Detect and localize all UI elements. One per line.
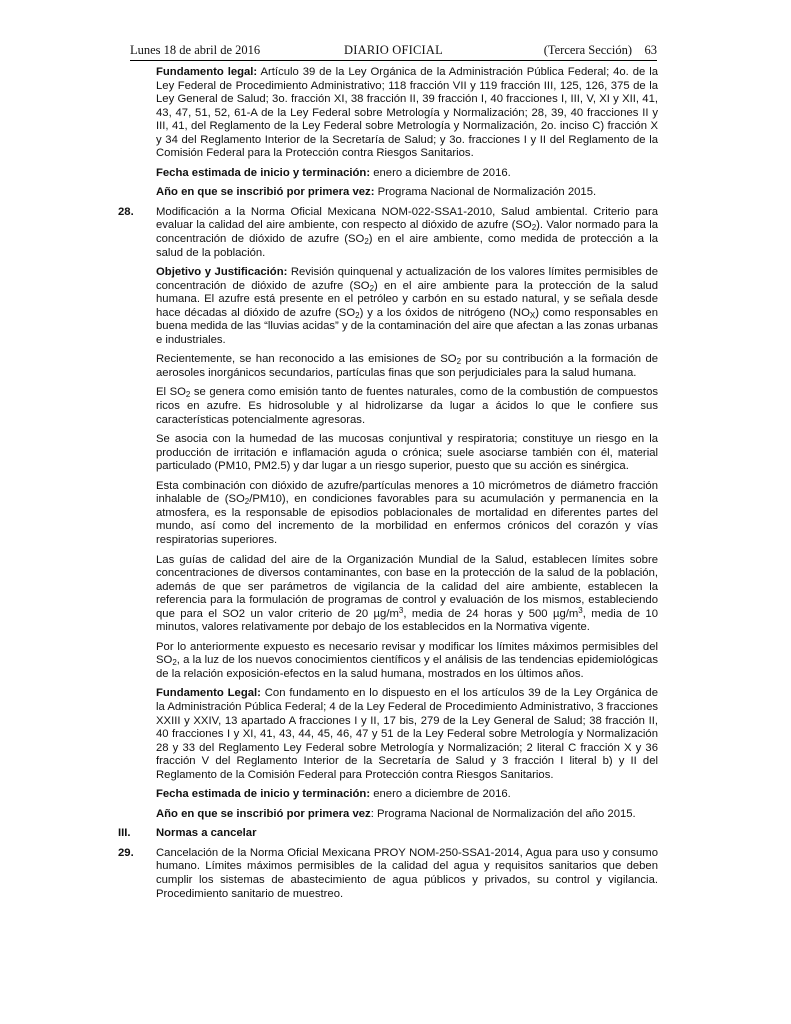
guias-oms-paragraph: Las guías de calidad del aire de la Organización Mundial de la Salud, establecen límites sobre concentraciones de diversos contaminantes, con base en la protección de la salud de la población, además de que ser parámetros de vigilancia de la calidad del aire ambiente, establecen la referencia para la formulación de programas de control y evaluación de los mismos, estableciendo que para el SO2 un valor criterio de 20 $\mu g/m^3$, media de 24 horas y 500 $\mu g/m^3$, media de 10 minutos, valores relativamente por debajo de los establecidos en la Normativa vigente. [156,553,658,634]
header-section-page [544,42,657,58]
anio-inscripcion-28-label: Año en que se inscribió por primera vez [156,807,371,820]
header-page-number: 63 [644,43,657,57]
item-number: 28. [118,205,134,218]
document-body [118,66,658,907]
header-section: (Tercera Sección) [543,43,632,57]
fundamento-legal-28-label: Fundamento Legal: [156,687,261,700]
fundamento-legal-28-paragraph: Fundamento Legal: Con fundamento en lo dispuesto en el los artículos 39 de la Ley Orgánica de la Administración Pública Federal; 4 de la Ley Federal de Procedimiento Administrativo, 3 fracciones XXIII y XXIV, 13 apartado A fracciones I y II, 17 bis, 279 de la Ley General de Salud; 38 fracción II, 40 fracciones I y XI, 41, 43, 44, 45, 46, 47 y 51 de la Ley Federal sobre Metrología y Normalización 28 y 33 del Reglamento Ley Federal sobre Metrología y Normalización; 2 literal C fracción X y 36 fracción V del Reglamento Interior de la Secretaría de Salud y 3 fracción I literal b) y II del Reglamento de la Comisión Federal para Protección contra Riesgos Sanitarios. [156,687,658,781]
header-date: Lunes 18 de abril de 2016 [130,43,261,57]
item-number: 29. [118,846,134,859]
fundamento-legal-paragraph: Fundamento legal: Artículo 39 de la Ley Orgánica de la Administración Pública Federal; 4o. de la Ley Federal de Procedimiento Administrativo; 118 fracción VII y 119 fracción III, 125, 126, 375 de la Ley General de Salud; 3o. fracción XI, 38 fracción II, 39 fracción I, 40 fracciones I, III, V, XI y XII, 41, 43, 47, 51, 52, 61-A de la Ley Federal sobre Metrología y Normalización; 28, 39, 40 fracciones II y III, 41, del Reglamento de la Ley Federal sobre Metrología y Normalización, 2o. inciso C) fracción X y 34 del Reglamento Interior de la Secretaría de Salud; y 3o. fracciones I y II del Reglamento de la Comisión Federal para la Protección contra Riesgos Sanitarios. [156,66,659,160]
fecha-estimada-28-paragraph: Fecha estimada de inicio y terminación: enero a diciembre de 2016. [156,788,511,801]
fecha-estimada-label: Fecha estimada de inicio y terminación: [156,166,371,179]
anio-inscripcion-paragraph: Año en que se inscribió por primera vez: Programa Nacional de Normalización 2015. [156,186,597,199]
fecha-estimada-28-label: Fecha estimada de inicio y terminación: [156,788,371,801]
emision-paragraph: El $SO_2$ se genera como emisión tanto de fuentes naturales, como de la combustión de compuestos ricos en azufre. Es hidrosoluble y al hidrolizarse da lugar a ácidos lo que le confiere sus características potencialmente agresoras. [156,386,658,426]
list-item-29: 29. Cancelación de la Norma Oficial Mexicana PROY NOM-250-SSA1-2014, Agua para uso y consumo humano. Límites máximos permisibles de la calidad del agua y requisitos sanitarios que deben cumplir los sistemas de abastecimiento de agua públicos y privados, su control y vigilancia. Procedimiento sanitario de muestreo. [118,846,658,900]
list-item-28: 28. Modificación a la Norma Oficial Mexicana NOM-022-SSA1-2010, Salud ambiental. Criterio para evaluar la calidad del aire ambiente, con respecto al dióxido de azufre $(SO_2)$. Valor normado para la concentración de dióxido de azufre $(SO_2)$ en el aire ambiente, como medida de protección a la salud de la población. [118,205,659,259]
section-number: III. [118,827,131,840]
objetivo-paragraph: Objetivo y Justificación: Revisión quinquenal y actualización de los valores límites permisibles de concentración de dióxido de azufre $(SO_2)$ en el aire ambiente para la protección de la salud humana. El azufre está presente en el petróleo y carbón en su estado natural, y se señala desde hace décadas al dióxido de azufre $(SO_2)$ y a los óxidos de nitrógeno $(NO_X)$ como responsables en buena medida de las “lluvias acidas” y de la contaminación del aire que afectan a las zonas urbanas e industriales. [156,266,658,346]
section-title: Normas a cancelar [156,827,257,840]
anio-inscripcion-28-paragraph: Año en que se inscribió por primera vez: Programa Nacional de Normalización del año 2015. [156,807,636,820]
fecha-estimada-paragraph: Fecha estimada de inicio y terminación: enero a diciembre de 2016. [156,166,511,179]
header-rule [130,60,657,61]
header-newspaper-title: DIARIO OFICIAL [344,43,443,57]
asociacion-paragraph: Se asocia con la humedad de las mucosas conjuntival y respiratoria; constituye un riesgo en la producción de irritación e inflamación aguda o crónica; suele asociarse también con él, material particulado (PM10, PM2.5) y dar lugar a un riesgo superior, puesto que su acción es sinérgica. [156,433,658,473]
fundamento-legal-label: Fundamento legal: [156,66,258,78]
recientemente-paragraph: Recientemente, se han reconocido a las emisiones de $SO_2$ por su contribución a la formación de aerosoles inorgánicos secundarios, partículas finas que son perjudiciales para la salud humana. [156,353,659,379]
section-heading-iii [118,827,658,841]
anio-inscripcion-label: Año en que se inscribió por primera vez: [156,186,375,199]
page-header [130,42,657,58]
anteriormente-paragraph: Por lo anteriormente expuesto es necesario revisar y modificar los límites máximos permisibles del $SO_2$, a la luz de los nuevos conocimientos científicos y el análisis de las tendencias epidemiológicas de la relación exposición-efectos en la salud humana, mostrados en los últimos años. [156,640,658,680]
objetivo-label: Objetivo y Justificación: [156,266,288,279]
combinacion-paragraph: Esta combinación con dióxido de azufre/partículas menores a 10 micrómetros de diámetro fracción inhalable de $(SO_2/PM10)$, en condiciones favorables para su acumulación y permanencia en la atmosfera, es la responsable de episodios poblacionales de mortalidad en diferentes partes del mundo, así como del incremento de la morbilidad en enfermos crónicos del corazón y vías respiratorias superiores. [156,479,658,546]
